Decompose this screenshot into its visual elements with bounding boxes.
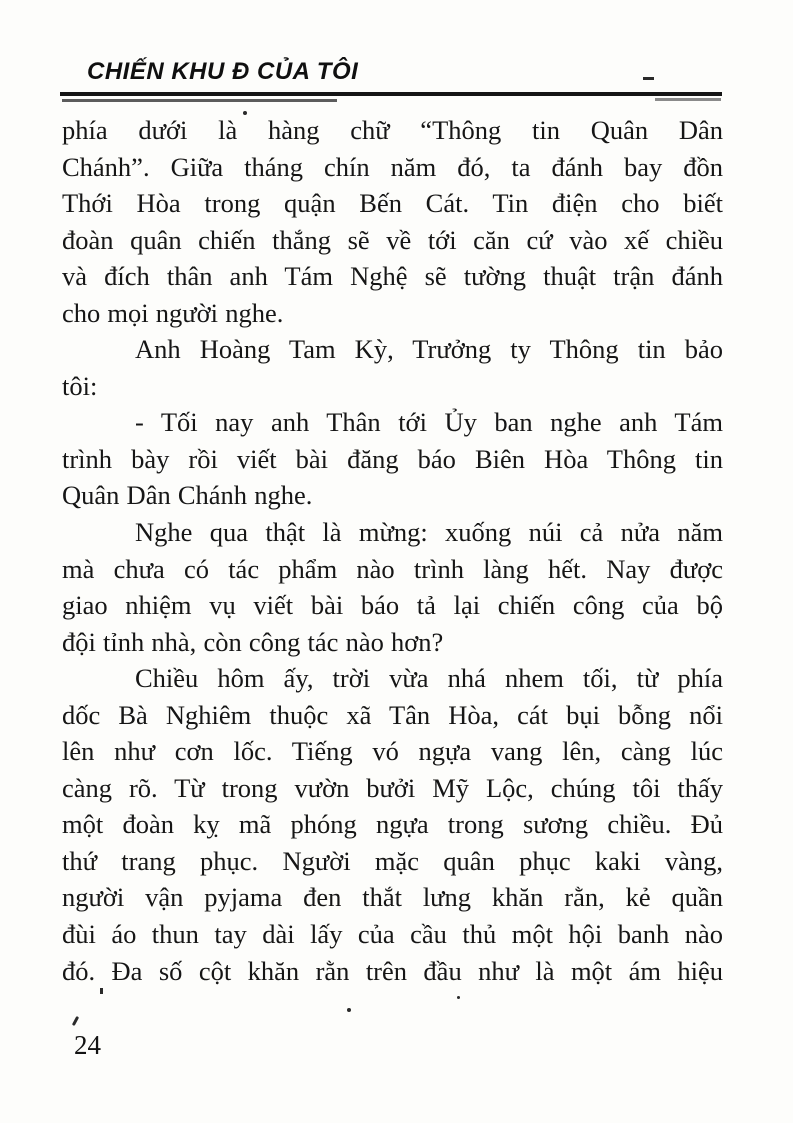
text-line: lên như cơn lốc. Tiếng vó ngựa vang lên, càng lúc bbox=[62, 736, 723, 767]
text-line: Chiều hôm ấy, trời vừa nhá nhem tối, từ phía bbox=[135, 663, 723, 694]
text-line: một đoàn kỵ mã phóng ngựa trong sương chiều. Đủ bbox=[62, 809, 723, 840]
text-line: càng rõ. Từ trong vườn bưởi Mỹ Lộc, chúng tôi thấy bbox=[62, 772, 723, 803]
text-line: đó. Đa số cột khăn rằn trên đầu như là một ám hiệu bbox=[62, 955, 723, 986]
text-line: trình bày rồi viết bài đăng báo Biên Hòa Thông tin bbox=[62, 443, 723, 474]
text-line: Chánh”. Giữa tháng chín năm đó, ta đánh bay đồn bbox=[62, 151, 723, 182]
text-line: đùi áo thun tay dài lấy của cầu thủ một hội banh nào bbox=[62, 919, 723, 950]
body-text-block bbox=[62, 112, 723, 989]
scan-speck bbox=[72, 1016, 79, 1026]
header-rule bbox=[60, 92, 722, 96]
header-rule-shadow bbox=[62, 99, 337, 102]
text-line: cho mọi người nghe. bbox=[62, 297, 284, 328]
running-header-title: CHIẾN KHU Đ CỦA TÔI bbox=[87, 58, 359, 85]
text-line: đoàn quân chiến thắng sẽ về tới căn cứ vào xế chiều bbox=[62, 224, 723, 255]
text-line: Thới Hòa trong quận Bến Cát. Tin điện cho biết bbox=[62, 188, 723, 219]
text-line: đội tỉnh nhà, còn công tác nào hơn? bbox=[62, 626, 444, 657]
scan-speck bbox=[100, 988, 103, 994]
text-line: người vận pyjama đen thắt lưng khăn rằn, kẻ quần bbox=[62, 882, 723, 913]
text-line: và đích thân anh Tám Nghệ sẽ tường thuật trận đánh bbox=[62, 261, 723, 292]
text-line: Anh Hoàng Tam Kỳ, Trưởng ty Thông tin bảo bbox=[135, 334, 723, 365]
text-line: phía dưới là hàng chữ “Thông tin Quân Dân bbox=[62, 115, 723, 145]
scan-speck bbox=[243, 111, 247, 115]
text-line: Nghe qua thật là mừng: xuống núi cả nửa năm bbox=[135, 517, 723, 548]
page-number: 24 bbox=[74, 1030, 101, 1060]
scan-speck bbox=[643, 77, 654, 80]
text-line: giao nhiệm vụ viết bài báo tả lại chiến công của bộ bbox=[62, 590, 723, 621]
scan-speck bbox=[347, 1008, 351, 1012]
text-line: Quân Dân Chánh nghe. bbox=[62, 480, 313, 511]
scan-speck bbox=[457, 996, 460, 999]
header-rule-shadow bbox=[655, 98, 721, 101]
text-line: tôi: bbox=[62, 370, 98, 401]
text-line: - Tối nay anh Thân tới Ủy ban nghe anh Tám bbox=[135, 407, 723, 438]
text-line: mà chưa có tác phẩm nào trình làng hết. Nay được bbox=[62, 553, 723, 584]
text-line: thứ trang phục. Người mặc quân phục kaki vàng, bbox=[62, 845, 723, 876]
text-line: dốc Bà Nghiêm thuộc xã Tân Hòa, cát bụi bỗng nổi bbox=[62, 699, 723, 730]
